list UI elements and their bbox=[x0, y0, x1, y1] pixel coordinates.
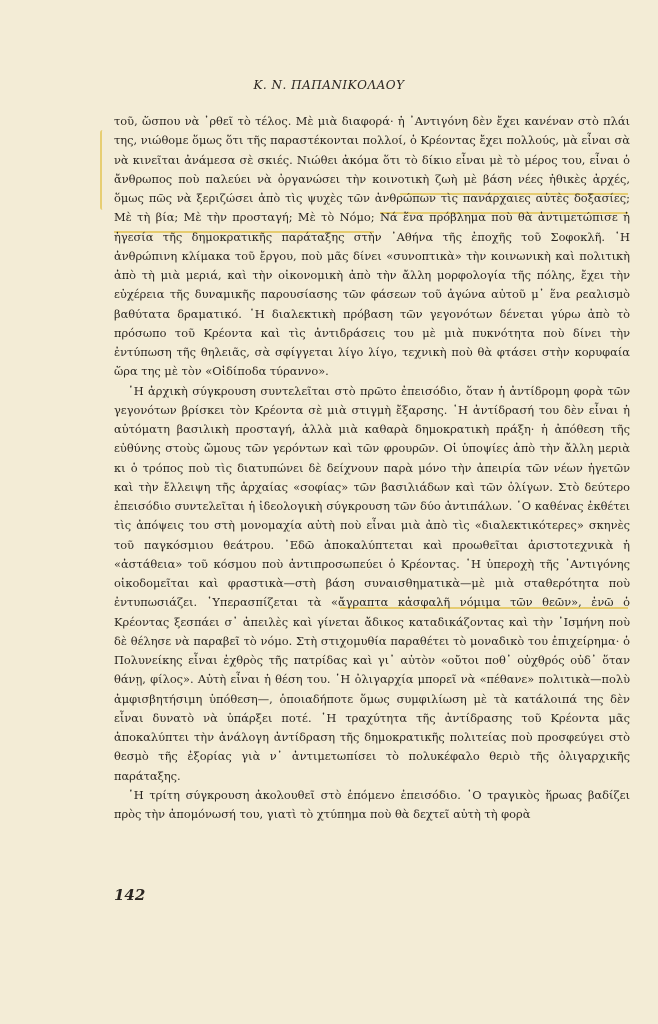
page-number: 142 bbox=[114, 886, 146, 904]
paragraph: τοῦ, ὥσπου νὰ ᾿ρθεῖ τὸ τέλος. Μὲ μιὰ διαφορά· ἡ ᾿Αντιγόνη δὲν ἔχει κανέναν στὸ πλάι της, νιώθομε ὅμως ὅτι τῆς παραστέκονται πολλοί, ὁ Κρέοντας ἔχει πολλούς, μὰ εἶναι σὰ νὰ κινεῖται ἀνάμεσα σὲ σκιές. Νιώθει ἀκόμα ὅτι τὸ δίκιο εἶναι μὲ τὸ μέρος του, εἶναι ὁ ἄνθρωπος ποὺ παλεύει νὰ ὀργανώσει τὴν κοινοτικὴ ζωὴ μὲ βάση νέες ἠθικὲς ἀρχές, ὅμως πῶς νὰ ξεριζώσει ἀπὸ τὶς ψυχὲς τῶν ἀνθρώπων τὶς πανάρχαιες αὐτὲς δοξασίες; Μὲ τὴ βία; Μὲ τὴν προσταγή; Μὲ τὸ Νόμο; Νά ἕνα πρόβλημα ποὺ θὰ ἀντιμετώπισε ἡ ἡγεσία τῆς δημοκρατικῆς παράταξης στὴν ᾿Αθήνα τῆς ἐποχῆς τοῦ Σοφοκλῆ. ῾Η ἀνθρώπινη κλίμακα τοῦ ἔργου, ποὺ μᾶς δίνει «συνοπτικὰ» τὴν κοινωνικὴ καὶ πολιτικὴ ἀπὸ τὴ μιὰ μεριά, καὶ τὴν οἰκονομικὴ ἀπὸ τὴν ἄλλη μορφολογία τῆς πόλης, ἔχει τὴν εὐχέρεια τῆς δυναμικῆς παρουσίασης τῶν φάσεων τοῦ ἀγώνα αὐτοῦ μ᾿ ἕνα ρεαλισμὸ βαθύτατα δραματικό. ῾Η διαλεκτικὴ πρόβαση τῶν γεγονότων δένεται γύρω ἀπὸ τὸ πρόσωπο τοῦ Κρέοντα καὶ τὶς ἀντιδράσεις του μὲ μιὰ πυκνότητα ποὺ δίνει τὴν ἐντύπωση τῆς θηλειᾶς, σὰ σφίγγεται λίγο λίγο, τεχνικὴ ποὺ θὰ φτάσει στὴν κορυφαία ὥρα της μὲ τὸν «Οἰδίποδα τύραννο». bbox=[114, 114, 630, 379]
paragraph: ῾Η τρίτη σύγκρουση ἀκολουθεῖ στὸ ἑπόμενο ἐπεισόδιο. ῾Ο τραγικὸς ἥρωας βαδίζει πρὸς τὴν ἀπομόνωσή του, γιατὶ τὸ χτύπημα ποὺ θὰ δεχτεῖ αὐτὴ τὴ φορὰ bbox=[114, 787, 630, 821]
running-head: Κ. Ν. ΠΑΠΑΝΙΚΟΛΑΟΥ bbox=[253, 78, 405, 92]
paragraph: ῾Η ἀρχικὴ σύγκρουση συντελεῖται στὸ πρῶτο ἐπεισόδιο, ὅταν ἡ ἀντίδρομη φορὰ τῶν γεγονότων βρίσκει τὸν Κρέοντα σὲ μιὰ στιγμὴ ἔξαρσης. ῾Η ἀντίδρασή του δὲν εἶναι ἡ αὐτόματη βασιλικὴ προσταγή, ἀλλὰ μιὰ καθαρὰ δημοκρατικὴ πράξη· ἡ ἀπόθεση τῆς εὐθύνης στοὺς ὤμους τῶν γερόντων καὶ τῶν φρουρῶν. Οἱ ὑποψίες ἀπὸ τὴν ἄλλη μεριὰ κι ὁ τρόπος ποὺ τὶς διατυπώνει δὲ δείχνουν παρὰ μόνο τὴν ἀπειρία τῶν νέων ἡγετῶν καὶ τὴν ἔλλειψη τῆς ἀρχαίας «σοφίας» τῶν βασιλιάδων καὶ τῶν ὀλίγων. Στὸ δεύτερο ἐπεισόδιο συντελεῖται ἡ ἰδεολογικὴ σύγκρουση τῶν δύο ἀντιπάλων. ῾Ο καθένας ἐκθέτει τὶς ἀπόψεις του στὴ μονομαχία αὐτὴ ποὺ εἶναι μιὰ ἀπὸ τὶς «διαλεκτικότερες» σκηνὲς τοῦ παγκόσμιου θεάτρου. ᾿Εδῶ ἀποκαλύπτεται καὶ προωθεῖται ἀριστοτεχνικὰ ἡ «ἀστάθεια» τοῦ κόσμου ποὺ ἀντιπροσωπεύει ὁ Κρέοντας. ῾Η ὑπεροχὴ τῆς ᾿Αντιγόνης οἰκοδομεῖται καὶ φραστικὰ—στὴ βάση συναισθηματικὰ—μὲ μιὰ σταθερότητα ποὺ ἐντυπωσιάζει. ῾Υπερασπίζεται τὰ «ἄγραπτα κἀσφαλῆ νόμιμα τῶν θεῶν», ἐνῶ ὁ Κρέοντας ξεσπάει σ᾿ ἀπειλὲς καὶ γίνεται ἄδικος καταδικάζοντας καὶ τὴν ᾿Ισμήνη ποὺ δὲ θέλησε νὰ παραβεῖ τὸ νόμο. Στὴ στιχομυθία παραθέτει τὸ μοναδικὸ του ἐπιχείρημα· ὁ Πολυνείκης εἶναι ἐχθρὸς τῆς πατρίδας καὶ γι᾿ αὐτὸν «οὔτοι ποθ᾿ οὐχθρός οὐδ᾿ ὅταν θάνῃ, φίλος». Αὐτὴ εἶναι ἡ θέση του. ῾Η ὀλιγαρχία μπορεῖ νὰ «πέθανε» πολιτικὰ—πολὺ ἀμφισβητήσιμη ὑπόθεση—, ὁποιαδήποτε ὅμως συμφιλίωση μὲ τὰ κατάλοιπά της δὲν εἶναι δυνατὸ νὰ ὑπάρξει ποτέ. ῾Η τραχύτητα τῆς ἀντίδρασης τοῦ Κρέοντα μᾶς ἀποκαλύπτει τὴν ἀνάλογη ἀντίδραση τῆς δημοκρατικῆς πολιτείας ποὺ προσφεύγει στὸ θεσμὸ τῆς ἐξορίας γιὰ ν᾿ ἀντιμετωπίσει τὸ πολυκέφαλο θεριὸ τῆς ὀλιγαρχικῆς παράταξης. bbox=[114, 383, 630, 783]
body-text bbox=[114, 112, 630, 824]
margin-highlight-mark bbox=[100, 130, 105, 210]
